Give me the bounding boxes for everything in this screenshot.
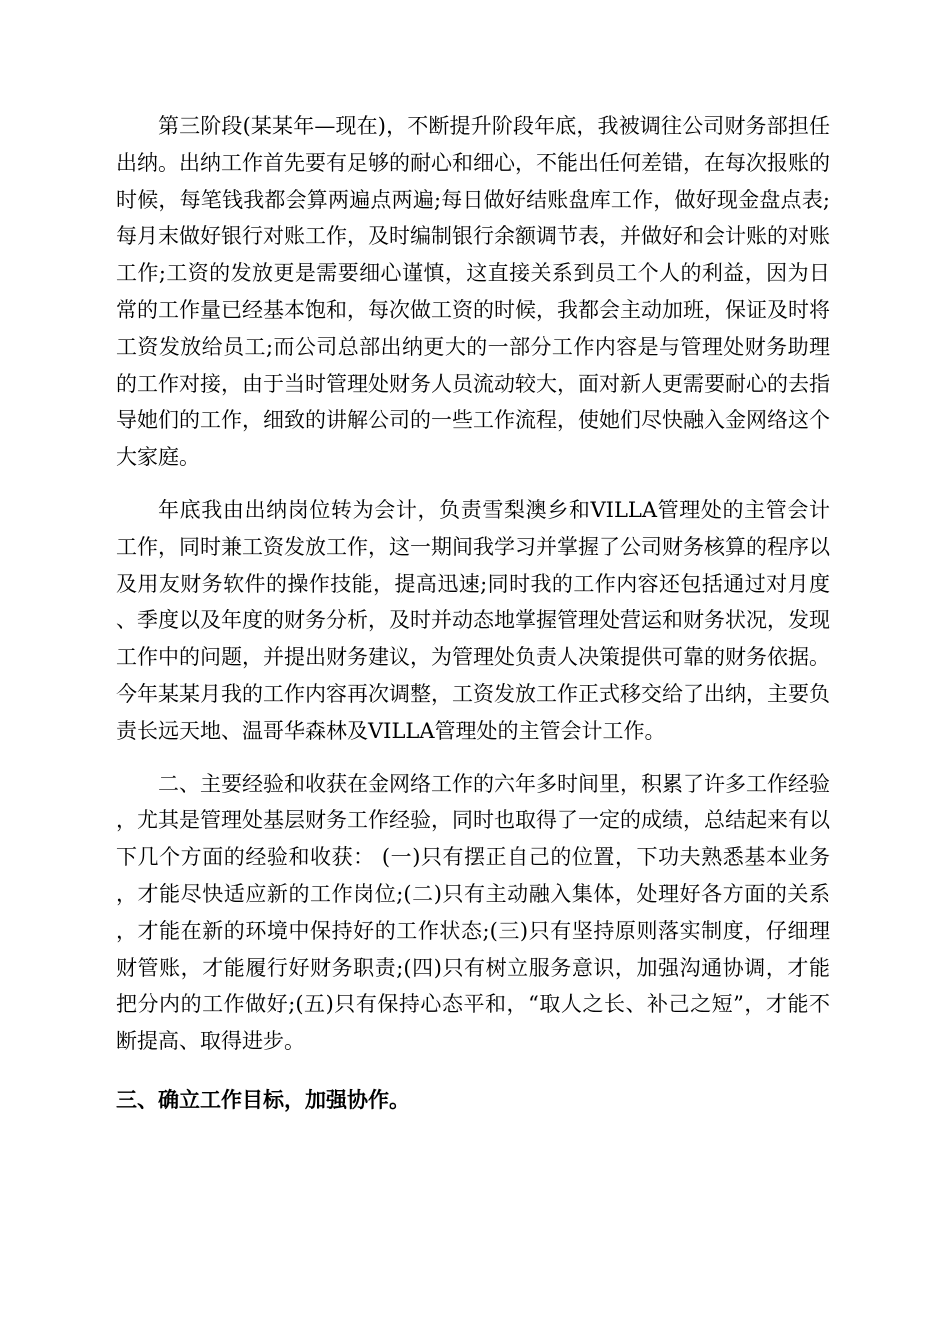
document-page — [116, 108, 830, 1119]
paragraph-experience-gains: 二、主要经验和收获在金网络工作的六年多时间里，积累了许多工作经验，尤其是管理处基层财务工作经验，同时也取得了一定的成绩，总结起来有以下几个方面的经验和收获： (一)只有摆正自己的位置，下功夫熟悉基本业务，才能尽快适应新的工作岗位;(二)只有主动融入集体，处理好各方面的关系，才能在新的环境中保持好的工作状态;(三)只有坚持原则落实制度，仔细理财管账，才能履行好财务职责;(四)只有树立服务意识，加强沟通协调，才能把分内的工作做好;(五)只有保持心态平和，“取人之长、补己之短”，才能不断提高、取得进步。 — [116, 771, 830, 1054]
paragraph-spacer — [116, 750, 830, 766]
paragraph-spacer — [116, 476, 830, 492]
paragraph-stage-three: 第三阶段(某某年—现在)，不断提升阶段年底，我被调往公司财务部担任出纳。出纳工作首先要有足够的耐心和细心，不能出任何差错，在每次报账的时候，每笔钱我都会算两遍点两遍;每日做好结账盘库工作，做好现金盘点表;每月末做好银行对账工作，及时编制银行余额调节表，并做好和会计账的对账工作;工资的发放更是需要细心谨慎，这直接关系到员工个人的利益，因为日常的工作量已经基本饱和，每次做工资的时候，我都会主动加班，保证及时将工资发放给员工;而公司总部出纳更大的一部分工作内容是与管理处财务助理的工作对接，由于当时管理处财务人员流动较大，面对新人更需要耐心的去指导她们的工作，细致的讲解公司的一些工作流程，使她们尽快融入金网络这个大家庭。 — [116, 114, 830, 470]
heading-spacer — [116, 1060, 830, 1082]
paragraph-accountant-role: 年底我由出纳岗位转为会计，负责雪梨澳乡和VILLA管理处的主管会计工作，同时兼工资发放工作，这一期间我学习并掌握了公司财务核算的程序以及用友财务软件的操作技能，提高迅速;同时我的工作内容还包括通过对月度、季度以及年度的财务分析，及时并动态地掌握管理处营运和财务状况，发现工作中的问题，并提出财务建议，为管理处负责人决策提供可靠的财务依据。今年某某月我的工作内容再次调整，工资发放工作正式移交给了出纳，主要负责长远天地、温哥华森林及VILLA管理处的主管会计工作。 — [116, 497, 830, 743]
section-heading: 三、确立工作目标，加强协作。 — [116, 1086, 410, 1112]
